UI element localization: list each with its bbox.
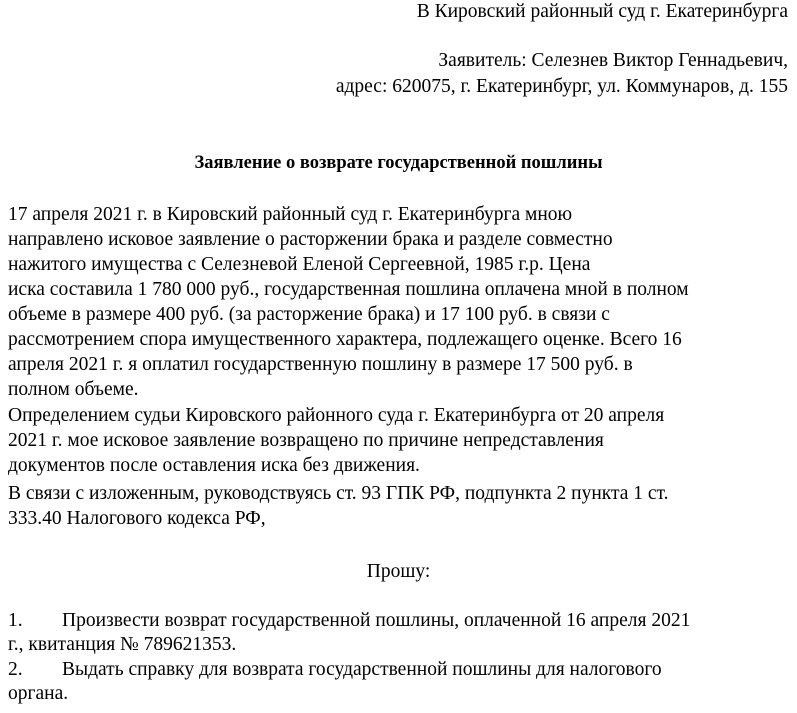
paragraph-line: рассмотрением спора имущественного характера, подлежащего оценке. Всего 16 bbox=[8, 329, 682, 350]
paragraph-line: полном объеме. bbox=[8, 379, 139, 400]
request-item-2 bbox=[8, 658, 790, 706]
paragraph-line: 17 апреля 2021 г. в Кировский районный суд г. Екатеринбурга мною bbox=[8, 204, 573, 225]
paragraph-line: 333.40 Налогового кодекса РФ, bbox=[8, 508, 266, 529]
paragraph-line: апреля 2021 г. я оплатил государственную пошлину в размере 17 500 руб. в bbox=[8, 354, 633, 375]
paragraph-line: объеме в размере 400 руб. (за расторжение брака) и 17 100 руб. в связи с bbox=[8, 304, 610, 325]
request-number: 2. bbox=[8, 659, 23, 680]
paragraph-line: направлено исковое заявление о расторжении брака и разделе совместно bbox=[8, 229, 613, 250]
paragraph-line: иска составила 1 780 000 руб., государственная пошлина оплачена мной в полном bbox=[8, 279, 689, 300]
paragraph-3 bbox=[8, 481, 790, 531]
request-text-continued: органа. bbox=[8, 683, 69, 704]
request-item-1 bbox=[8, 609, 790, 657]
request-text: Произвести возврат государственной пошлины, оплаченной 16 апреля 2021 bbox=[62, 610, 691, 631]
paragraph-line: Определением судьи Кировского районного суда г. Екатеринбурга от 20 апреля bbox=[8, 405, 665, 426]
paragraph-1 bbox=[8, 202, 790, 402]
request-text-continued: г., квитанция № 789621353. bbox=[8, 634, 237, 655]
document-title: Заявление о возврате государственной пошлины bbox=[194, 153, 603, 173]
applicant-address: адрес: 620075, г. Екатеринбург, ул. Коммунаров, д. 155 bbox=[335, 76, 788, 97]
request-text: Выдать справку для возврата государственной пошлины для налогового bbox=[62, 659, 662, 680]
court-name: В Кировский районный суд г. Екатеринбурга bbox=[416, 1, 788, 22]
paragraph-line: В связи с изложенным, руководствуясь ст. 93 ГПК РФ, подпункта 2 пункта 1 ст. bbox=[8, 483, 669, 504]
applicant-name: Заявитель: Селезнев Виктор Геннадьевич, bbox=[438, 50, 788, 71]
paragraph-line: документов после оставления иска без движения. bbox=[8, 455, 420, 476]
request-heading: Прошу: bbox=[366, 561, 431, 582]
request-number: 1. bbox=[8, 610, 23, 631]
paragraph-line: 2021 г. мое исковое заявление возвращено по причине непредставления bbox=[8, 430, 604, 451]
paragraph-line: нажитого имущества с Селезневой Еленой Сергеевной, 1985 г.р. Цена bbox=[8, 254, 591, 275]
paragraph-2 bbox=[8, 403, 790, 478]
